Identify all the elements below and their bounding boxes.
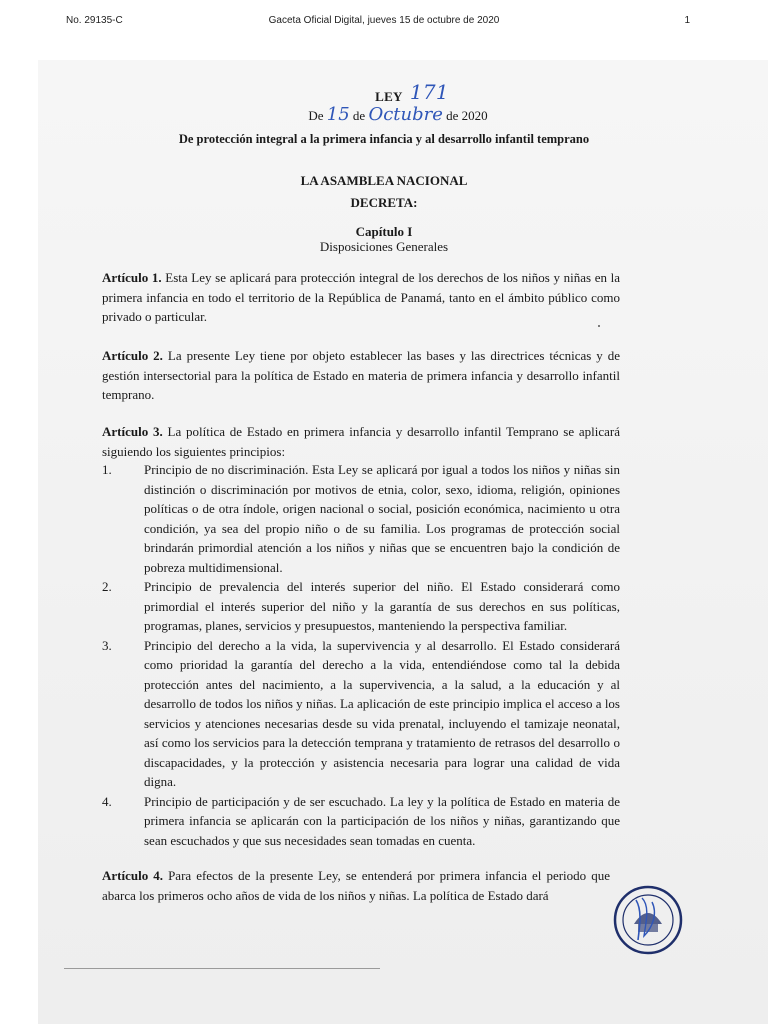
date-prefix: De	[308, 108, 324, 123]
month-handwritten: Octubre	[368, 104, 443, 125]
assembly-block	[0, 170, 768, 214]
principle-text: Principio del derecho a la vida, la supervivencia y al desarrollo. El Estado considerará como prioridad la garantía del derecho a la vida, entendiéndose como tal la debida protección antes del nacimiento, a la supervivencia, a la salud, a la educación y al desarrollo de todos los niños y niñas. La aplicación de este principio implica el acceso a los servicios y atenciones necesarias desde su vida prenatal, incluyendo el tamizaje neonatal, así como los servicios para la detección temprana y tratamiento de retrasos del desarrollo o discapacidades, y la protección y asistencia necesaria para lograr una calidad de vida digna.	[144, 637, 620, 789]
principle-number: 4.	[102, 793, 112, 809]
article-4	[102, 866, 610, 905]
principle-number: 1.	[102, 462, 112, 477]
decree-word: DECRETA:	[350, 195, 418, 210]
article-2-text: La presente Ley tiene por objeto establecer las bases y las directrices técnicas y de gestión intersectorial para la política de Estado en materia de primera infancia y desarrollo infantil temprano.	[102, 348, 620, 402]
day-handwritten: 15	[326, 104, 350, 125]
chapter-title: Capítulo I	[355, 224, 413, 239]
principles-list	[102, 460, 620, 850]
scan-speck	[598, 325, 600, 327]
chapter-subtitle: Disposiciones Generales	[319, 239, 449, 254]
article-1-label: Artículo 1.	[102, 270, 162, 285]
article-3-text: La política de Estado en primera infancia y desarrollo infantil Temprano se aplicará siguiendo los siguientes principios:	[102, 424, 620, 459]
article-3-label: Artículo 3.	[102, 424, 163, 439]
law-number-handwritten: 171	[409, 80, 449, 104]
gazette-number: No. 29135-C	[66, 15, 123, 26]
chapter-heading	[0, 224, 768, 254]
principle-number: 2.	[102, 579, 112, 594]
page-number: 1	[684, 15, 690, 26]
gazette-title: Gaceta Oficial Digital, jueves 15 de octubre de 2020	[268, 15, 500, 26]
article-4-text: Para efectos de la presente Ley, se entenderá por primera infancia el periodo que abarca los primeros ocho años de vida de los niños y niñas. La política de Estado dará	[102, 868, 610, 903]
date-of: de	[352, 108, 366, 123]
law-heading	[0, 82, 768, 125]
principle-text: Principio de prevalencia del interés superior del niño. El Estado considerará como primordial el interés superior del niño y la garantía de sus derechos en sus políticas, programas, planes, servicios y presupuestos, manteniendo la perspectiva familiar.	[144, 579, 620, 633]
principle-text: Principio de no discriminación. Esta Ley se aplicará por igual a todos los niños y niñas sin distinción o discriminación por motivos de etnia, color, sexo, idioma, religión, opiniones políticas o de otra índole, origen nacional o social, posición económica, nacimiento u otra condición, ya sea del propio niño o de su familia. Los programas de protección social brindarán primordial atención a los niños y niñas que se encuentren bajo la condición de pobreza multidimensional.	[144, 462, 620, 575]
principle-item	[102, 577, 620, 636]
law-subject: De protección integral a la primera infancia y al desarrollo infantil temprano	[178, 132, 590, 146]
principle-number: 3.	[102, 637, 112, 653]
assembly-seal-stamp	[612, 884, 684, 956]
article-1-text: Esta Ley se aplicará para protección integral de los derechos de los niños y niñas en la primera infancia en todo el territorio de la República de Panamá, tanto en el ámbito público como privado o particular.	[102, 270, 620, 324]
principle-item	[102, 636, 620, 792]
article-1	[102, 268, 620, 327]
article-3	[102, 422, 620, 461]
footer-rule	[64, 968, 380, 969]
law-date	[14, 104, 768, 125]
principle-item	[102, 460, 620, 577]
gazette-header	[0, 0, 768, 40]
article-2-label: Artículo 2.	[102, 348, 163, 363]
principle-item	[102, 792, 620, 851]
principle-text: Principio de participación y de ser escuchado. La ley y la política de Estado en materia de primera infancia se aplicarán con la participación de los niños y niñas, garantizando que sean escuchados y que sus necesidades sean tomadas en cuenta.	[144, 793, 620, 848]
article-2	[102, 346, 620, 405]
law-label: LEY	[375, 89, 403, 104]
date-year: de 2020	[446, 108, 488, 123]
assembly-name: LA ASAMBLEA NACIONAL	[300, 173, 468, 188]
article-4-label: Artículo 4.	[102, 868, 164, 883]
